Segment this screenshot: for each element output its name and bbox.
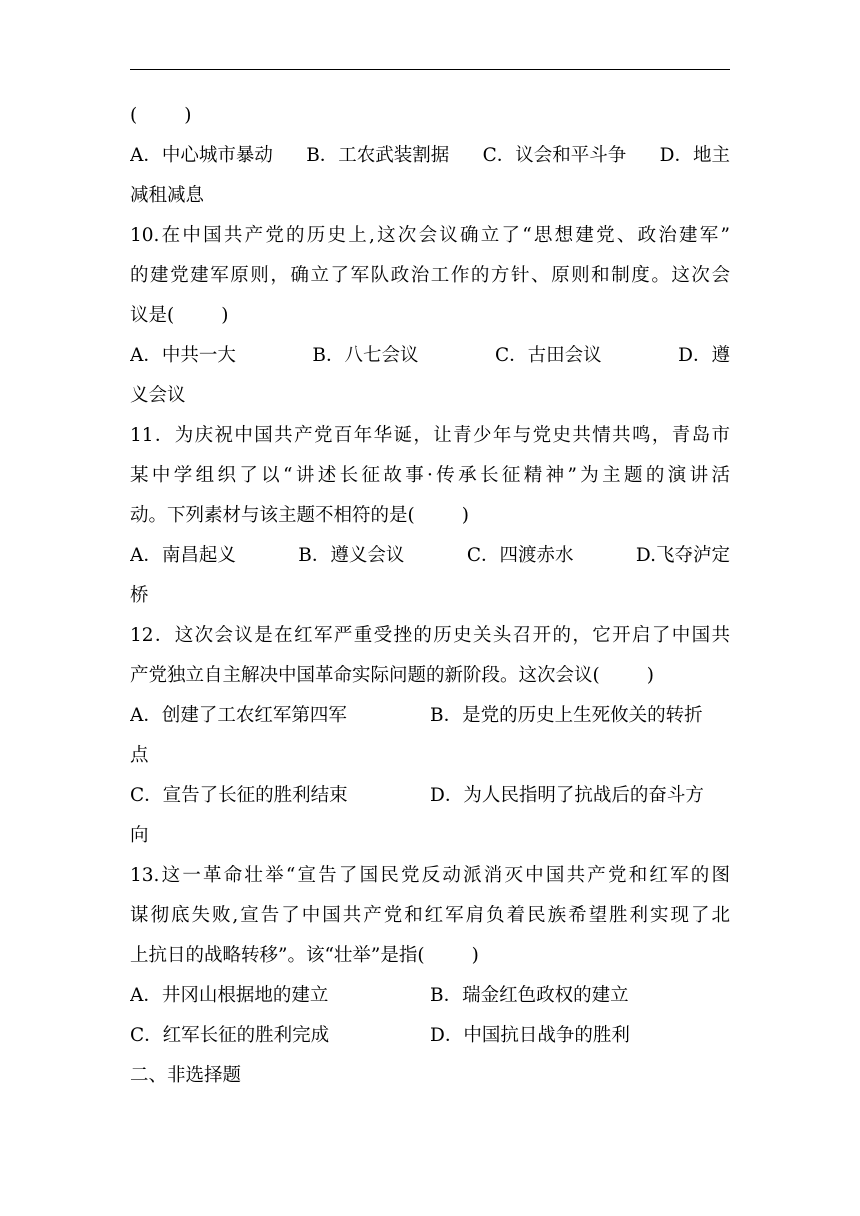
q12-stem-line1: 12．这次会议是在红军严重受挫的历史关头召开的，它开启了中国共	[130, 625, 730, 646]
q10-option-b[interactable]: B．八七会议	[312, 345, 419, 366]
q12-options-row2	[130, 776, 730, 816]
q10-option-a[interactable]: A．中共一大	[130, 345, 236, 366]
q10-option-d-wrap: 义会议	[130, 385, 186, 406]
q10-stem-line3: 议是( )	[130, 305, 229, 326]
q10-option-d[interactable]: D．遵	[678, 345, 730, 366]
section-heading: 二、非选择题	[130, 1065, 242, 1086]
q9-paren: ( )	[130, 105, 192, 126]
q11-option-a[interactable]: A．南昌起义	[130, 545, 236, 566]
q12-stem-line2: 产党独立自主解决中国革命实际问题的新阶段。这次会议( )	[130, 665, 654, 686]
q9-options	[130, 136, 730, 176]
q10-stem-line1: 10.在中国共产党的历史上,这次会议确立了“思想建党、政治建军”	[130, 225, 730, 246]
q13-option-d[interactable]: D．中国抗日战争的胜利	[430, 1025, 630, 1046]
q10-options	[130, 336, 730, 376]
q13-options-row2	[130, 1016, 730, 1056]
q11-stem-line3: 动。下列素材与该主题不相符的是( )	[130, 505, 469, 526]
q11-option-b[interactable]: B．遵义会议	[298, 545, 405, 566]
q11-option-c[interactable]: C．四渡赤水	[466, 545, 574, 566]
page-content	[130, 96, 730, 1096]
q12-option-b-wrap: 点	[130, 745, 149, 766]
q9-option-d-wrap: 减租减息	[130, 185, 205, 206]
q13-stem-line1: 13.这一革命壮举“宣告了国民党反动派消灭中国共产党和红军的图	[130, 865, 730, 886]
q13-stem-line2: 谋彻底失败,宣告了中国共产党和红军肩负着民族希望胜利实现了北	[130, 905, 730, 926]
q13-option-a[interactable]: A．井冈山根据地的建立	[130, 985, 329, 1006]
q12-option-c[interactable]: C．宣告了长征的胜利结束	[130, 785, 348, 806]
q10-stem-line2: 的建党建军原则，确立了军队政治工作的方针、原则和制度。这次会	[130, 265, 730, 286]
q10-option-c[interactable]: C．古田会议	[494, 345, 602, 366]
header-rule	[130, 69, 730, 70]
q12-options-row1	[130, 696, 730, 736]
q11-stem-line1: 11．为庆祝中国共产党百年华诞，让青少年与党史共情共鸣，青岛市	[130, 425, 730, 446]
q11-stem-line2: 某中学组织了以“讲述长征故事·传承长征精神”为主题的演讲活	[130, 465, 730, 486]
q12-option-d-wrap: 向	[130, 825, 149, 846]
q9-option-b[interactable]: B．工农武装割据	[306, 145, 450, 166]
q12-option-a[interactable]: A．创建了工农红军第四军	[130, 705, 347, 726]
q9-option-d[interactable]: D．地主	[659, 145, 730, 166]
q12-option-d[interactable]: D．为人民指明了抗战后的奋斗方	[430, 785, 704, 806]
q12-option-b[interactable]: B．是党的历史上生死攸关的转折	[430, 705, 703, 726]
q9-option-a[interactable]: A．中心城市暴动	[130, 145, 273, 166]
q11-options	[130, 536, 730, 576]
q13-options-row1	[130, 976, 730, 1016]
q13-stem-line3: 上抗日的战略转移”。该“壮举”是指( )	[130, 945, 479, 966]
q13-option-b[interactable]: B．瑞金红色政权的建立	[430, 985, 629, 1006]
q11-option-d-wrap: 桥	[130, 585, 149, 606]
q11-option-d[interactable]: D.飞夺泸定	[635, 545, 730, 566]
q9-option-c[interactable]: C．议会和平斗争	[482, 145, 627, 166]
q13-option-c[interactable]: C．红军长征的胜利完成	[130, 1025, 330, 1046]
